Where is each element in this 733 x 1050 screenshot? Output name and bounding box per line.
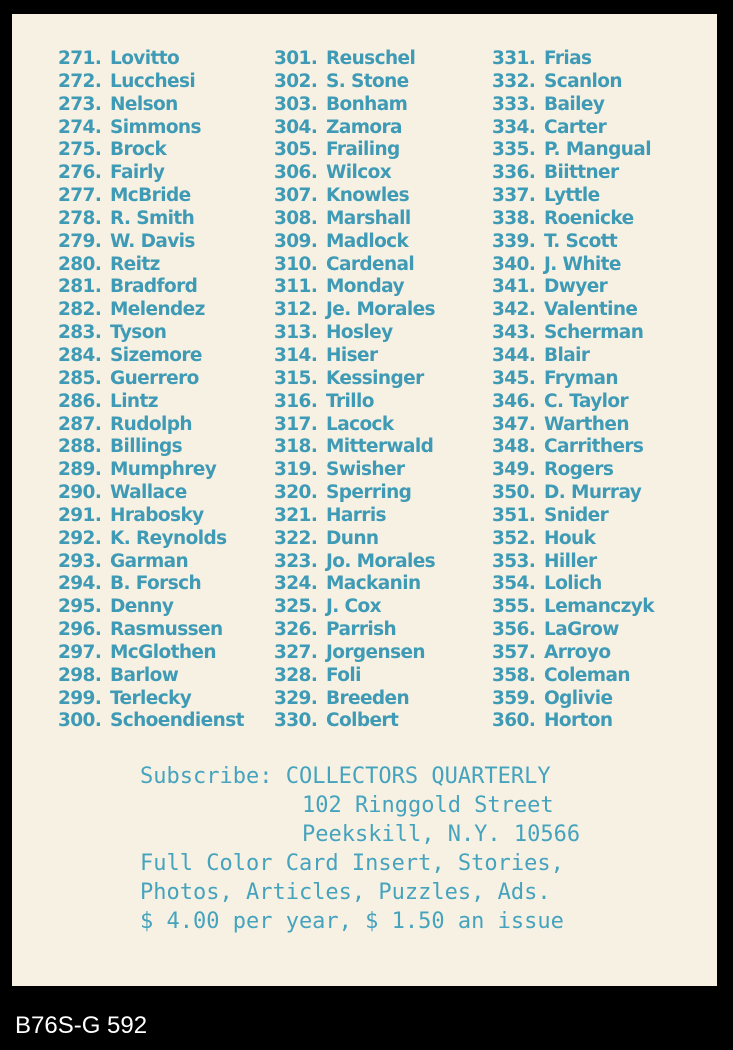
- card-number: 276.: [58, 162, 102, 184]
- card-number: 296.: [58, 619, 102, 641]
- card-number: 321.: [274, 504, 318, 526]
- checklist-entry: [274, 48, 435, 71]
- card-number: 319.: [274, 459, 318, 481]
- player-name: Swisher: [326, 459, 405, 481]
- player-name: Sperring: [326, 482, 412, 504]
- checklist-entry: [58, 299, 244, 322]
- player-name: Carter: [544, 116, 607, 138]
- player-name: C. Taylor: [544, 390, 629, 412]
- checklist-entry: [274, 665, 435, 688]
- player-name: Lemanczyk: [544, 596, 654, 618]
- checklist-entry: [58, 688, 244, 711]
- player-name: Bonham: [326, 93, 408, 115]
- card-number: 311.: [274, 276, 318, 298]
- card-number: 312.: [274, 299, 318, 321]
- checklist-entry: [58, 254, 244, 277]
- checklist-entry: [58, 71, 244, 94]
- checklist-entry: [492, 551, 654, 574]
- player-name: Lolich: [544, 573, 602, 595]
- player-name: Scherman: [544, 322, 644, 344]
- player-name: Kessinger: [326, 367, 424, 389]
- card-number: 310.: [274, 253, 318, 275]
- player-name: Lyttle: [544, 185, 600, 207]
- checklist-entry: [492, 71, 654, 94]
- checklist-entry: [274, 505, 435, 528]
- card-number: 326.: [274, 619, 318, 641]
- player-name: Je. Morales: [326, 299, 435, 321]
- card-number: 303.: [274, 93, 318, 115]
- card-number: 348.: [492, 436, 536, 458]
- checklist-entry: [58, 665, 244, 688]
- checklist-entry: [58, 710, 244, 733]
- checklist-entry: [58, 642, 244, 665]
- card-number: 334.: [492, 116, 536, 138]
- checklist-entry: [58, 482, 244, 505]
- player-name: McGlothen: [110, 641, 216, 663]
- checklist-entry: [274, 254, 435, 277]
- checklist-entry: [58, 414, 244, 437]
- player-name: Hrabosky: [110, 504, 204, 526]
- checklist-entry: [492, 642, 654, 665]
- checklist-entry: [274, 482, 435, 505]
- player-name: Breeden: [326, 687, 410, 709]
- card-number: 335.: [492, 139, 536, 161]
- player-name: Knowles: [326, 185, 410, 207]
- card-number: 314.: [274, 344, 318, 366]
- card-number: 351.: [492, 504, 536, 526]
- player-name: Rogers: [544, 459, 614, 481]
- checklist-entry: [274, 162, 435, 185]
- player-name: Reuschel: [326, 48, 416, 69]
- checklist-entry: [274, 436, 435, 459]
- card-number: 271.: [58, 48, 102, 69]
- player-name: Bailey: [544, 93, 605, 115]
- player-name: LaGrow: [544, 619, 619, 641]
- player-name: Lucchesi: [110, 70, 196, 92]
- player-name: Colbert: [326, 710, 399, 732]
- card-number: 354.: [492, 573, 536, 595]
- checklist-entry: [274, 596, 435, 619]
- checklist-entry: [58, 368, 244, 391]
- card-number: 344.: [492, 344, 536, 366]
- card-number: 356.: [492, 619, 536, 641]
- features-line-2: Photos, Articles, Puzzles, Ads.: [140, 880, 551, 905]
- player-name: Warthen: [544, 413, 629, 435]
- card-number: 282.: [58, 299, 102, 321]
- card-number: 285.: [58, 367, 102, 389]
- card-number: 341.: [492, 276, 536, 298]
- checklist-entry: [492, 459, 654, 482]
- player-name: Barlow: [110, 664, 179, 686]
- player-name: Houk: [544, 527, 596, 549]
- player-name: Terlecky: [110, 687, 192, 709]
- checklist-entry: [274, 710, 435, 733]
- player-name: D. Murray: [544, 482, 642, 504]
- checklist-entry: [274, 139, 435, 162]
- checklist-card: [12, 14, 717, 986]
- card-number: 286.: [58, 390, 102, 412]
- card-number: 358.: [492, 664, 536, 686]
- checklist-entry: [58, 94, 244, 117]
- checklist-entry: [274, 573, 435, 596]
- player-name: P. Mangual: [544, 139, 651, 161]
- checklist-entry: [492, 162, 654, 185]
- card-number: 352.: [492, 527, 536, 549]
- checklist-entry: [274, 528, 435, 551]
- features-line-1: Full Color Card Insert, Stories,: [140, 851, 564, 876]
- player-name: Marshall: [326, 207, 411, 229]
- card-number: 305.: [274, 139, 318, 161]
- card-number: 292.: [58, 527, 102, 549]
- player-name: Wilcox: [326, 162, 392, 184]
- card-number: 309.: [274, 230, 318, 252]
- checklist-entry: [58, 322, 244, 345]
- card-number: 324.: [274, 573, 318, 595]
- player-name: Jo. Morales: [326, 550, 436, 572]
- player-name: Melendez: [110, 299, 205, 321]
- scan-label: B76S-G 592: [15, 1012, 148, 1039]
- card-number: 274.: [58, 116, 102, 138]
- card-number: 291.: [58, 504, 102, 526]
- checklist-entry: [274, 185, 435, 208]
- card-number: 315.: [274, 367, 318, 389]
- checklist-entry: [58, 117, 244, 140]
- player-name: Arroyo: [544, 641, 611, 663]
- checklist-entry: [492, 414, 654, 437]
- player-name: Zamora: [326, 116, 402, 138]
- checklist-entry: [58, 459, 244, 482]
- card-number: 328.: [274, 664, 318, 686]
- card-number: 320.: [274, 482, 318, 504]
- checklist-entry: [492, 573, 654, 596]
- card-number: 325.: [274, 596, 318, 618]
- card-number: 293.: [58, 550, 102, 572]
- checklist-entry: [274, 391, 435, 414]
- card-number: 329.: [274, 687, 318, 709]
- card-number: 277.: [58, 185, 102, 207]
- checklist-entry: [492, 117, 654, 140]
- player-name: Scanlon: [544, 70, 622, 92]
- card-number: 332.: [492, 70, 536, 92]
- player-name: Lacock: [326, 413, 394, 435]
- checklist-entry: [58, 231, 244, 254]
- card-number: 301.: [274, 48, 318, 69]
- checklist-entry: [274, 368, 435, 391]
- card-number: 306.: [274, 162, 318, 184]
- player-name: Biittner: [544, 162, 619, 184]
- card-number: 283.: [58, 322, 102, 344]
- player-name: Mumphrey: [110, 459, 217, 481]
- player-name: K. Reynolds: [110, 527, 227, 549]
- checklist-entry: [58, 505, 244, 528]
- checklist-entry: [58, 436, 244, 459]
- player-name: Mitterwald: [326, 436, 434, 458]
- card-number: 281.: [58, 276, 102, 298]
- checklist-entry: [274, 688, 435, 711]
- checklist-column-1: [58, 48, 244, 733]
- checklist-entry: [492, 94, 654, 117]
- checklist-entry: [274, 459, 435, 482]
- checklist-entry: [274, 231, 435, 254]
- player-name: Dwyer: [544, 276, 608, 298]
- player-name: Wallace: [110, 482, 187, 504]
- price-line: $ 4.00 per year, $ 1.50 an issue: [140, 909, 564, 934]
- player-name: Oglivie: [544, 687, 613, 709]
- player-name: R. Smith: [110, 207, 195, 229]
- card-number: 327.: [274, 641, 318, 663]
- card-number: 302.: [274, 70, 318, 92]
- checklist-entry: [492, 322, 654, 345]
- checklist-column-3: [492, 48, 654, 733]
- player-name: Reitz: [110, 253, 160, 275]
- card-number: 323.: [274, 550, 318, 572]
- player-name: Monday: [326, 276, 404, 298]
- player-name: Snider: [544, 504, 609, 526]
- player-name: Guerrero: [110, 367, 199, 389]
- card-number: 355.: [492, 596, 536, 618]
- checklist-entry: [492, 345, 654, 368]
- player-name: Hiser: [326, 344, 378, 366]
- player-name: Valentine: [544, 299, 638, 321]
- player-name: S. Stone: [326, 70, 409, 92]
- player-name: Fairly: [110, 162, 165, 184]
- checklist-entry: [492, 710, 654, 733]
- checklist-entry: [492, 208, 654, 231]
- checklist-entry: [274, 345, 435, 368]
- card-number: 318.: [274, 436, 318, 458]
- player-name: Nelson: [110, 93, 178, 115]
- checklist-entry: [492, 48, 654, 71]
- player-name: Horton: [544, 710, 613, 732]
- player-name: Brock: [110, 139, 167, 161]
- checklist-entry: [274, 71, 435, 94]
- card-number: 330.: [274, 710, 318, 732]
- city-address: Peekskill, N.Y. 10566: [302, 822, 581, 847]
- checklist-entry: [492, 596, 654, 619]
- player-name: McBride: [110, 185, 191, 207]
- player-name: Madlock: [326, 230, 409, 252]
- card-number: 294.: [58, 573, 102, 595]
- checklist-entry: [492, 276, 654, 299]
- checklist-entry: [492, 482, 654, 505]
- player-name: Rasmussen: [110, 619, 223, 641]
- checklist-entry: [492, 436, 654, 459]
- player-name: Sizemore: [110, 344, 202, 366]
- player-name: Garman: [110, 550, 189, 572]
- player-name: Hiller: [544, 550, 597, 572]
- card-number: 317.: [274, 413, 318, 435]
- card-number: 275.: [58, 139, 102, 161]
- player-name: Foli: [326, 664, 361, 686]
- player-name: Dunn: [326, 527, 379, 549]
- player-name: B. Forsch: [110, 573, 202, 595]
- card-number: 353.: [492, 550, 536, 572]
- checklist-entry: [58, 391, 244, 414]
- checklist-entry: [58, 345, 244, 368]
- checklist-entry: [492, 391, 654, 414]
- card-number: 279.: [58, 230, 102, 252]
- card-number: 360.: [492, 710, 536, 732]
- card-number: 300.: [58, 710, 102, 732]
- checklist-entry: [274, 414, 435, 437]
- player-name: Fryman: [544, 367, 618, 389]
- checklist-entry: [492, 299, 654, 322]
- checklist-entry: [58, 48, 244, 71]
- checklist-entry: [492, 528, 654, 551]
- checklist-entry: [58, 573, 244, 596]
- player-name: Parrish: [326, 619, 397, 641]
- card-number: 307.: [274, 185, 318, 207]
- card-number: 339.: [492, 230, 536, 252]
- checklist-entry: [492, 619, 654, 642]
- card-number: 287.: [58, 413, 102, 435]
- player-name: Coleman: [544, 664, 630, 686]
- checklist-entry: [492, 368, 654, 391]
- player-name: Cardenal: [326, 253, 415, 275]
- card-number: 284.: [58, 344, 102, 366]
- player-name: Rudolph: [110, 413, 192, 435]
- player-name: Harris: [326, 504, 386, 526]
- card-number: 342.: [492, 299, 536, 321]
- card-number: 349.: [492, 459, 536, 481]
- subscription-block: [140, 762, 580, 936]
- checklist-entry: [274, 208, 435, 231]
- checklist-column-2: [274, 48, 435, 733]
- card-number: 322.: [274, 527, 318, 549]
- checklist-entry: [274, 299, 435, 322]
- checklist-entry: [58, 162, 244, 185]
- card-number: 273.: [58, 93, 102, 115]
- checklist-entry: [58, 139, 244, 162]
- player-name: Frailing: [326, 139, 400, 161]
- card-number: 289.: [58, 459, 102, 481]
- card-number: 304.: [274, 116, 318, 138]
- checklist-entry: [492, 139, 654, 162]
- card-number: 308.: [274, 207, 318, 229]
- checklist-entry: [492, 231, 654, 254]
- card-number: 331.: [492, 48, 536, 69]
- subscribe-label: Subscribe:: [140, 764, 273, 789]
- card-number: 299.: [58, 687, 102, 709]
- player-name: Carrithers: [544, 436, 644, 458]
- card-number: 340.: [492, 253, 536, 275]
- player-name: Blair: [544, 344, 590, 366]
- checklist-entry: [274, 276, 435, 299]
- checklist-entry: [274, 642, 435, 665]
- card-number: 333.: [492, 93, 536, 115]
- checklist-entry: [58, 619, 244, 642]
- player-name: Bradford: [110, 276, 198, 298]
- card-number: 272.: [58, 70, 102, 92]
- card-number: 338.: [492, 207, 536, 229]
- checklist-entry: [274, 551, 435, 574]
- card-number: 298.: [58, 664, 102, 686]
- checklist-entry: [492, 254, 654, 277]
- player-name: J. White: [544, 253, 621, 275]
- card-number: 297.: [58, 641, 102, 663]
- card-number: 288.: [58, 436, 102, 458]
- player-name: Mackanin: [326, 573, 421, 595]
- card-number: 290.: [58, 482, 102, 504]
- player-name: Denny: [110, 596, 174, 618]
- card-number: 343.: [492, 322, 536, 344]
- player-name: Roenicke: [544, 207, 634, 229]
- checklist-entry: [58, 208, 244, 231]
- checklist-entry: [492, 665, 654, 688]
- card-number: 350.: [492, 482, 536, 504]
- checklist-entry: [274, 117, 435, 140]
- player-name: Simmons: [110, 116, 201, 138]
- card-number: 346.: [492, 390, 536, 412]
- card-number: 316.: [274, 390, 318, 412]
- player-name: Trillo: [326, 390, 374, 412]
- checklist-entry: [492, 688, 654, 711]
- card-number: 345.: [492, 367, 536, 389]
- checklist-entry: [58, 596, 244, 619]
- player-name: Frias: [544, 48, 592, 69]
- player-name: W. Davis: [110, 230, 195, 252]
- player-name: J. Cox: [326, 596, 381, 618]
- player-name: T. Scott: [544, 230, 618, 252]
- checklist-entry: [492, 185, 654, 208]
- card-number: 280.: [58, 253, 102, 275]
- checklist-entry: [274, 619, 435, 642]
- player-name: Schoendienst: [110, 710, 244, 732]
- player-name: Lovitto: [110, 48, 180, 69]
- street-address: 102 Ringgold Street: [302, 793, 554, 818]
- checklist-entry: [58, 528, 244, 551]
- checklist-entry: [274, 322, 435, 345]
- publication-name: COLLECTORS QUARTERLY: [285, 764, 551, 789]
- card-number: 347.: [492, 413, 536, 435]
- player-name: Hosley: [326, 322, 393, 344]
- card-number: 278.: [58, 207, 102, 229]
- card-number: 295.: [58, 596, 102, 618]
- card-number: 359.: [492, 687, 536, 709]
- card-number: 336.: [492, 162, 536, 184]
- card-number: 313.: [274, 322, 318, 344]
- checklist-entry: [58, 276, 244, 299]
- checklist-entry: [58, 185, 244, 208]
- checklist-entry: [274, 94, 435, 117]
- card-number: 337.: [492, 185, 536, 207]
- player-name: Tyson: [110, 322, 167, 344]
- player-name: Lintz: [110, 390, 158, 412]
- player-name: Jorgensen: [326, 641, 426, 663]
- card-number: 357.: [492, 641, 536, 663]
- checklist-entry: [58, 551, 244, 574]
- player-name: Billings: [110, 436, 183, 458]
- checklist-entry: [492, 505, 654, 528]
